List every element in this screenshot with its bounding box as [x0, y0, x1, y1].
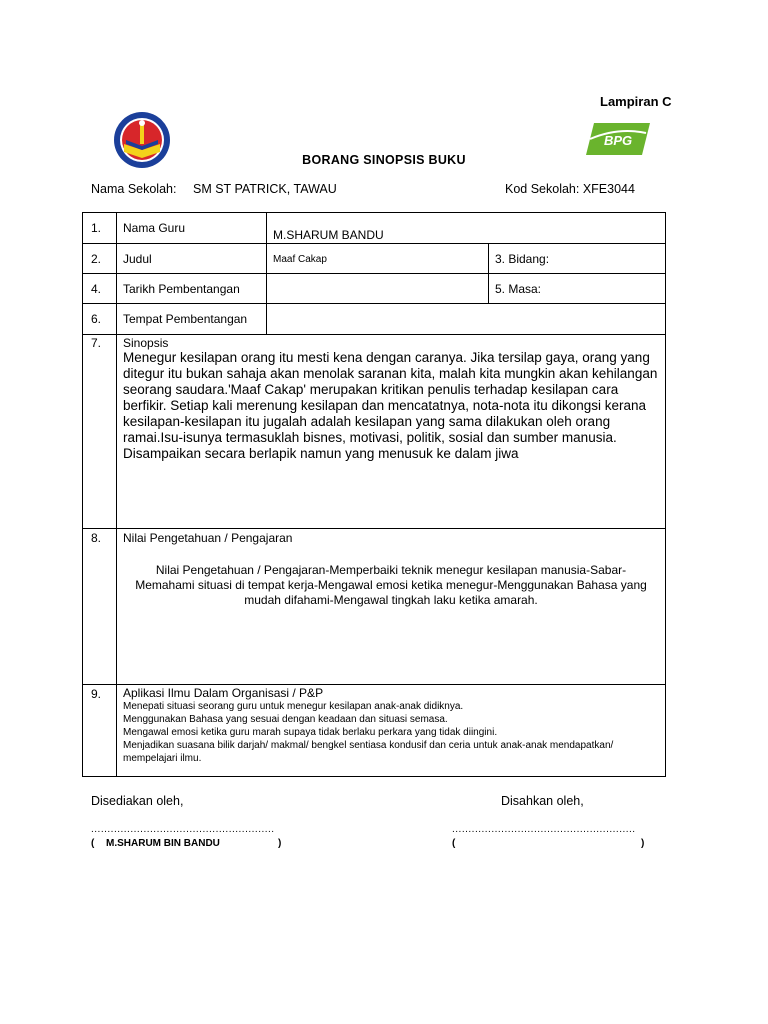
row-number: 1. — [83, 213, 117, 244]
row-aplikasi — [83, 685, 666, 777]
prepared-by-name: M.SHARUM BIN BANDU — [106, 838, 220, 849]
nama-guru-value: M.SHARUM BANDU — [267, 213, 666, 244]
signature-line-left: ........................................................ — [91, 824, 275, 835]
lampiran-label: Lampiran C — [600, 94, 672, 109]
sinopsis-label: Sinopsis — [123, 336, 169, 350]
row-tempat — [83, 304, 666, 335]
aplikasi-label: Aplikasi Ilmu Dalam Organisasi / P&P — [123, 686, 324, 700]
row-tarikh — [83, 274, 666, 304]
row-nama-guru — [83, 213, 666, 244]
row-number: 8. — [83, 529, 117, 685]
aplikasi-line: Menjadikan suasana bilik darjah/ makmal/ bengkel sentiasa kondusif dan ceria untuk anak-anak mendapatkan/ mempelajari ilmu. — [123, 740, 614, 764]
row-number: 6. — [83, 304, 117, 335]
sinopsis-cell — [117, 335, 666, 529]
synopsis-form-table — [82, 212, 666, 777]
bpg-logo-text: BPG — [604, 133, 633, 148]
approved-by-label: Disahkan oleh, — [501, 794, 584, 808]
aplikasi-line: Menepati situasi seorang guru untuk menegur kesilapan anak-anak didiknya. — [123, 701, 464, 712]
aplikasi-line: Menggunakan Bahasa yang sesuai dengan keadaan dan situasi semasa. — [123, 714, 448, 725]
row-sinopsis — [83, 335, 666, 529]
row-number: 9. — [83, 685, 117, 777]
aplikasi-cell — [117, 685, 666, 777]
row-label: Judul — [117, 244, 267, 274]
row-label: Tarikh Pembentangan — [117, 274, 267, 304]
paren-close: ) — [278, 838, 282, 849]
row-number: 4. — [83, 274, 117, 304]
paren-close: ) — [641, 838, 645, 849]
bpg-logo-icon — [584, 121, 652, 157]
sinopsis-text: Menegur kesilapan orang itu mesti kena dengan caranya. Jika tersilap gaya, orang yang ditegur itu bukan sahaja akan menolak saranan kita, malah kita mungkin akan kehilangan seorang saudara.'Maaf Cakap' merupakan kritikan penulis terhadap kesilapan cara berfikir. Setiap kali merenung kesilapan dan mencatatnya, nota-nota itu dikongsi kerana kesilapan-kesilapan itu jugalah adalah kesilapan yang sama dilakukan oleh orang ramai.Isu-isunya termasuklah bisnes, motivasi, politik, sosial dan sumber manusia. Disampaikan secara berlapik namun yang menusuk ke dalam jiwa — [123, 350, 658, 461]
prepared-by-label: Disediakan oleh, — [91, 794, 184, 808]
row-label: Nama Guru — [117, 213, 267, 244]
paren-open: ( — [452, 838, 456, 849]
nama-sekolah-label: Nama Sekolah: — [91, 182, 177, 196]
bidang-label: 3. Bidang: — [489, 244, 666, 274]
row-label: Tempat Pembentangan — [117, 304, 267, 335]
nilai-cell — [117, 529, 666, 685]
nilai-label: Nilai Pengetahuan / Pengajaran — [123, 531, 293, 545]
signature-line-right: ........................................................ — [452, 824, 636, 835]
nama-sekolah-value: SM ST PATRICK, TAWAU — [193, 182, 337, 196]
nilai-text: Nilai Pengetahuan / Pengajaran-Memperbaiki teknik menegur kesilapan manusia-Sabar-Memahami situasi di tempat kerja-Mengawal emosi ketika menegur-Menggunakan Bahasa yang mudah difahami-Mengawal tingkah laku ketika amarah. — [135, 563, 647, 607]
row-judul — [83, 244, 666, 274]
tarikh-value — [267, 274, 489, 304]
row-number: 2. — [83, 244, 117, 274]
tempat-value — [267, 304, 666, 335]
form-title: BORANG SINOPSIS BUKU — [302, 153, 466, 167]
row-nilai — [83, 529, 666, 685]
paren-open: ( — [91, 838, 95, 849]
row-number: 7. — [83, 335, 117, 529]
judul-value: Maaf Cakap — [267, 244, 489, 274]
masa-label: 5. Masa: — [489, 274, 666, 304]
kod-sekolah: Kod Sekolah: XFE3044 — [505, 182, 635, 196]
aplikasi-line: Mengawal emosi ketika guru marah supaya tidak berlaku perkara yang tidak diingini. — [123, 727, 498, 738]
